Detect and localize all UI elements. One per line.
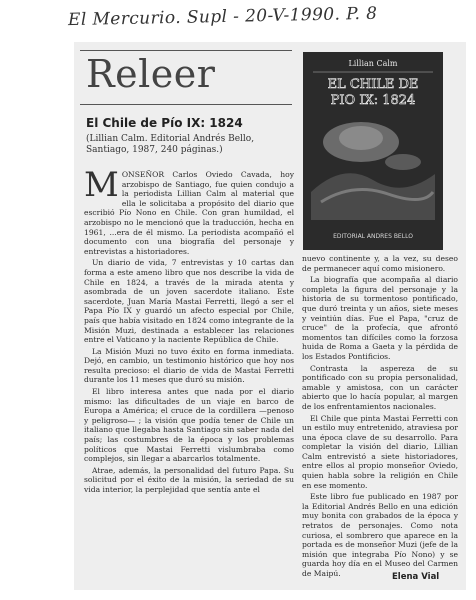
paragraph-3: La Misión Muzi no tuvo éxito en forma inmediata. Dejó, en cambio, un testimonio histórico que hoy nos resulta precioso: el diario de vida de Mastai Ferretti durante los 11 meses que duró su misión. (84, 346, 294, 385)
paragraph-1: ONSEÑOR Carlos Oviedo Cavada, hoy arzobispo de Santiago, fue quien condujo a la periodista Lillian Calm al material que ella le solicitaba a propósito del diario que escribió Pío Nono en Chile. Con gran humildad, el arzobispo no le mencionó que la traducción, hecha en 1961, ...era de él mismo. La periodista acompañó el documento con una biografía del personaje y entrevistas a historiadores. (84, 170, 294, 256)
paragraph-8: Contrasta la aspereza de su pontificado con su propia personalidad, amable y amistosa, con un carácter abierto que lo hacía popular, al margen de los enfrentamientos nacionales. (302, 363, 458, 411)
cover-publisher: EDITORIAL ANDRES BELLO (333, 233, 413, 240)
paragraph-5: Atrae, además, la personalidad del futuro Papa. Su solicitud por el éxito de la misión, la seriedad de su vida interior, la perplejidad que sentía ante el (84, 465, 294, 494)
article-subtitle: El Chile de Pío IX: 1824 (86, 116, 243, 130)
bibliographic-note: (Lillian Calm. Editorial Andrés Bello, Santiago, 1987, 240 páginas.) (86, 134, 255, 155)
article-column-left (84, 165, 294, 497)
author-signature: Elena Vial (392, 572, 440, 582)
paragraph-6: nuevo continente y, a la vez, su deseo de permanecer aquí como misionero. (302, 254, 458, 273)
paragraph-4: El libro interesa antes que nada por el diario mismo: las dificultades de un viaje en barco de Europa a América; el cruce de la cordillera —penoso y peligroso— ; la visión que podía tener de Chile un italiano que llegaba hasta Santiago sin saber nada del país; las costumbres de la época y los problemas políticos que Mastai Ferretti vislumbraba como complejos, sin llegar a abarcarlos totalmente. (84, 387, 294, 464)
drop-cap: M (84, 165, 119, 205)
article-column-right (302, 254, 458, 581)
paragraph-2: Un diario de vida, 7 entrevistas y 10 cartas dan forma a este ameno libro que nos describe la vida de Chile en 1824, a través de la mirada atenta y asombrada de un joven sacerdote italiano. Este sacerdote, Juan María Mastai Ferretti, llegó a ser el Papa Pío IX y guardó un afecto especial por Chile, país que había visitado en 1824 como integrante de la Misión Muzi, destinada a establecer las relaciones entre el Vaticano y la naciente República de Chile. (84, 258, 294, 345)
handwritten-source-note: El Mercurio. Supl - 20-V-1990. P. 8 (67, 3, 378, 31)
cover-author: Lillian Calm (348, 59, 398, 68)
book-cover-image (303, 52, 443, 250)
section-title: Releer (86, 52, 216, 96)
title-rule (80, 104, 292, 105)
cover-title-line-1: EL CHILE DE (327, 77, 419, 92)
top-rule (80, 50, 292, 51)
paragraph-10: Este libro fue publicado en 1987 por la Editorial Andrés Bello en una edición muy bonita con grabados de la época y retratos de personajes. Como nota curiosa, el sombrero que aparece en la portada es de monseñor Muzi (jefe de la misión que integraba Pío Nono) y se guarda hoy día en el Museo del Carmen de Maipú. (302, 492, 458, 578)
cover-title-line-2: PIO IX: 1824 (330, 93, 416, 108)
paragraph-7: La biografía que acompaña al diario completa la figura del personaje y la historia de su tormentoso pontificado, que duró treinta y un años, siete meses y veintiún días. Fue el Papa, "cruz de cruce" de la profecía, que afrontó momentos tan difíciles como la forzosa huida de Roma a Gaeta y la pérdida de los Estados Pontificios. (302, 275, 458, 361)
paragraph-9: El Chile que pinta Mastai Ferretti con un estilo muy entretenido, atraviesa por una época clave de su desarrollo. Para completar la visión del diario, Lillian Calm entrevistó a siete historiadores, entre ellos al propio monseñor Oviedo, quien habla sobre la religión en Chile en ese momento. (302, 413, 458, 490)
